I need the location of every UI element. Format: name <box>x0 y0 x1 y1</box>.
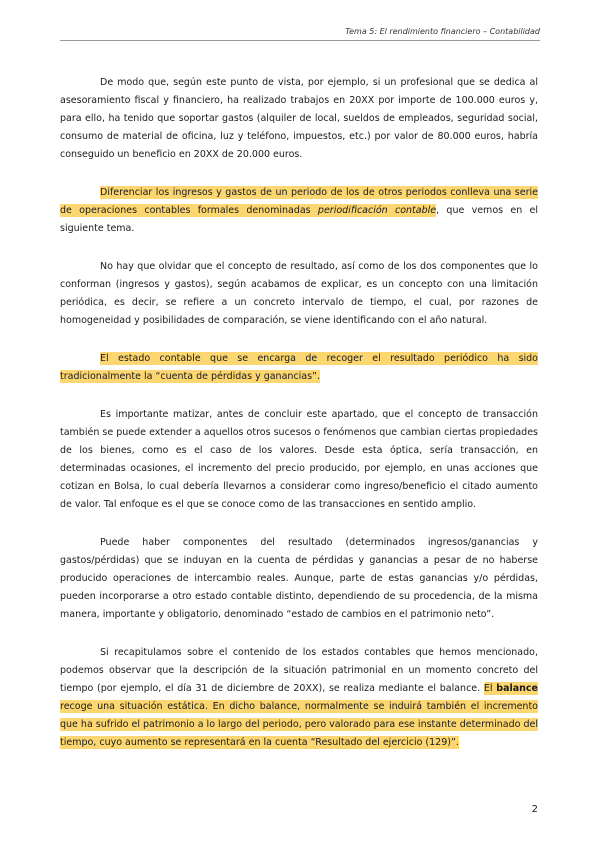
paragraph-6: Puede haber componentes del resultado (determinados ingresos/ganancias y gastos/pérdidas) que se induyan en la cuenta de pérdidas y ganancias a pesar de no haberse producido operaciones de intercambio reales. Aunque, parte de estas ganancias y/o pérdidas, pueden incorporarse a otro estado contable distinto, dependiendo de su procedencia, de la misma manera, importante y obligatorio, denominado “estado de cambios en el patrimonio neto”. <box>60 537 538 620</box>
emphasized-term: periodificación contable <box>317 205 437 216</box>
paragraph-7 <box>60 644 538 752</box>
page-number: 2 <box>531 804 538 815</box>
paragraph-4 <box>60 350 538 386</box>
paragraph-text: , que vemos en el siguiente tema. <box>60 205 538 234</box>
highlighted-text: recoge una situación estática. En dicho balance, normalmente se induirá también el incremento que ha sufrido el patrimonio a lo largo del periodo, pero valorado para ese instante determinado del tiempo, cuyo aumento se representará en la cuenta “Resultado del ejercicio (129)”. <box>60 701 538 748</box>
highlighted-text: Diferenciar los ingresos y gastos de un periodo de los de otros periodos conlleva una serie de operaciones contables formales denominadas <box>60 187 538 216</box>
bold-term: balance <box>496 683 538 694</box>
header-rule <box>60 40 540 41</box>
paragraph-3: No hay que olvidar que el concepto de resultado, así como de los dos componentes que lo conforman (ingresos y gastos), según acabamos de explicar, es un concepto con una limitación periódica, es decir, se refiere a un concreto intervalo de tiempo, el cual, por razones de homogeneidad y posibilidades de comparación, se viene identificando con el año natural. <box>60 261 538 326</box>
highlighted-text: El <box>483 683 497 694</box>
document-body <box>60 74 538 772</box>
paragraph-text: Si recapitulamos sobre el contenido de los estados contables que hemos mencionado, podemos observar que la descripción de la situación patrimonial en un momento concreto del tiempo (por ejemplo, el día 31 de diciembre de 20XX), se realiza mediante el balance. <box>60 647 538 694</box>
running-header: Tema 5: El rendimiento financiero – Contabilidad <box>345 27 540 36</box>
paragraph-1: De modo que, según este punto de vista, por ejemplo, si un profesional que se dedica al asesoramiento fiscal y financiero, ha realizado trabajos en 20XX por importe de 100.000 euros y, para ello, ha tenido que soportar gastos (alquiler de local, sueldos de empleados, seguridad social, consumo de material de oficina, luz y teléfono, impuestos, etc.) por valor de 80.000 euros, habría conseguido un beneficio en 20XX de 20.000 euros. <box>60 77 538 160</box>
paragraph-2 <box>60 184 538 238</box>
paragraph-5: Es importante matizar, antes de concluir este apartado, que el concepto de transacción también se puede extender a aquellos otros sucesos o fenómenos que cambian ciertas propiedades de los bienes, como es el caso de los valores. Desde esta óptica, sería transacción, en determinadas ocasiones, el incremento del precio producido, por ejemplo, en unas acciones que cotizan en Bolsa, lo cual debería llevarnos a considerar como ingreso/beneficio el citado aumento de valor. Tal enfoque es el que se conoce como de las transacciones en sentido amplio. <box>60 409 538 510</box>
highlight-cuenta-pyg: El estado contable que se encarga de recoger el resultado periódico ha sido tradicionalmente la “cuenta de pérdidas y ganancias”. <box>60 353 538 382</box>
